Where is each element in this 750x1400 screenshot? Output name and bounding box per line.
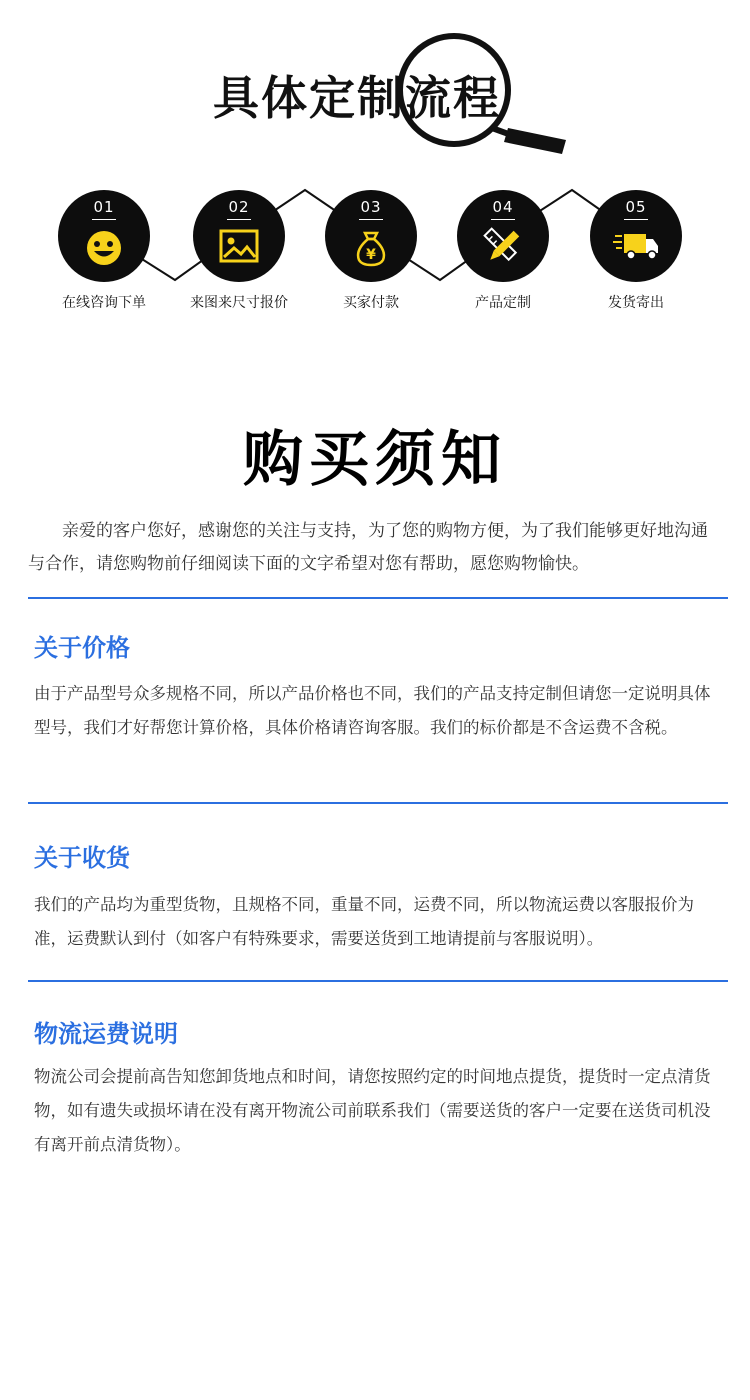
section-title-price: 关于价格 [34, 634, 130, 662]
magnifier-icon [396, 28, 576, 158]
truck-icon [613, 224, 659, 270]
process-step-3 [306, 190, 436, 312]
step-number: 05 [625, 198, 647, 216]
section-divider [28, 597, 728, 599]
process-step-2 [174, 190, 304, 312]
section-divider [28, 980, 728, 982]
step-circle [325, 190, 417, 282]
section-title-receiving: 关于收货 [34, 844, 130, 872]
notice-intro: 亲爱的客户您好，感谢您的关注与支持，为了您的购物方便，为了我们能够更好地沟通与合作，请您购物前仔细阅读下面的文字希望对您有帮助，愿您购物愉快。 [28, 521, 708, 574]
money-bag-icon [348, 224, 394, 270]
step-label: 发货寄出 [608, 295, 664, 311]
process-step-1 [39, 190, 169, 312]
pencil-ruler-icon [480, 224, 526, 270]
step-circle [58, 190, 150, 282]
section-title-shipping: 物流运费说明 [34, 1020, 178, 1048]
step-number: 04 [492, 198, 514, 216]
step-label: 来图来尺寸报价 [190, 295, 288, 311]
process-step-4 [438, 190, 568, 312]
process-title: 具体定制流程 [213, 71, 501, 125]
process-section [0, 0, 750, 330]
process-step-5 [571, 190, 701, 312]
step-label: 产品定制 [475, 295, 531, 311]
step-number: 02 [228, 198, 250, 216]
section-body-price: 由于产品型号众多规格不同，所以产品价格也不同，我们的产品支持定制但请您一定说明具体型号，我们才好帮您计算价格，具体价格请咨询客服。我们的标价都是不含运费不含税。 [34, 684, 711, 737]
step-circle [457, 190, 549, 282]
smiley-icon [81, 224, 127, 270]
step-label: 在线咨询下单 [62, 295, 146, 311]
svg-text:¥: ¥ [366, 247, 376, 263]
section-body-receiving: 我们的产品均为重型货物，且规格不同，重量不同，运费不同，所以物流运费以客服报价为准，运费默认到付（如客户有特殊要求，需要送货到工地请提前与客服说明）。 [34, 895, 694, 948]
image-icon [216, 224, 262, 270]
step-number: 03 [360, 198, 382, 216]
step-circle [590, 190, 682, 282]
section-body-shipping: 物流公司会提前高告知您卸货地点和时间，请您按照约定的时间地点提货，提货时一定点清货物，如有遗失或损坏请在没有离开物流公司前联系我们（需要送货的客户一定要在送货司机没有离开前点清货物）。 [34, 1067, 711, 1154]
step-circle [193, 190, 285, 282]
section-divider [28, 802, 728, 804]
notice-title: 购买须知 [243, 425, 507, 495]
step-label: 买家付款 [343, 295, 399, 311]
step-number: 01 [93, 198, 115, 216]
